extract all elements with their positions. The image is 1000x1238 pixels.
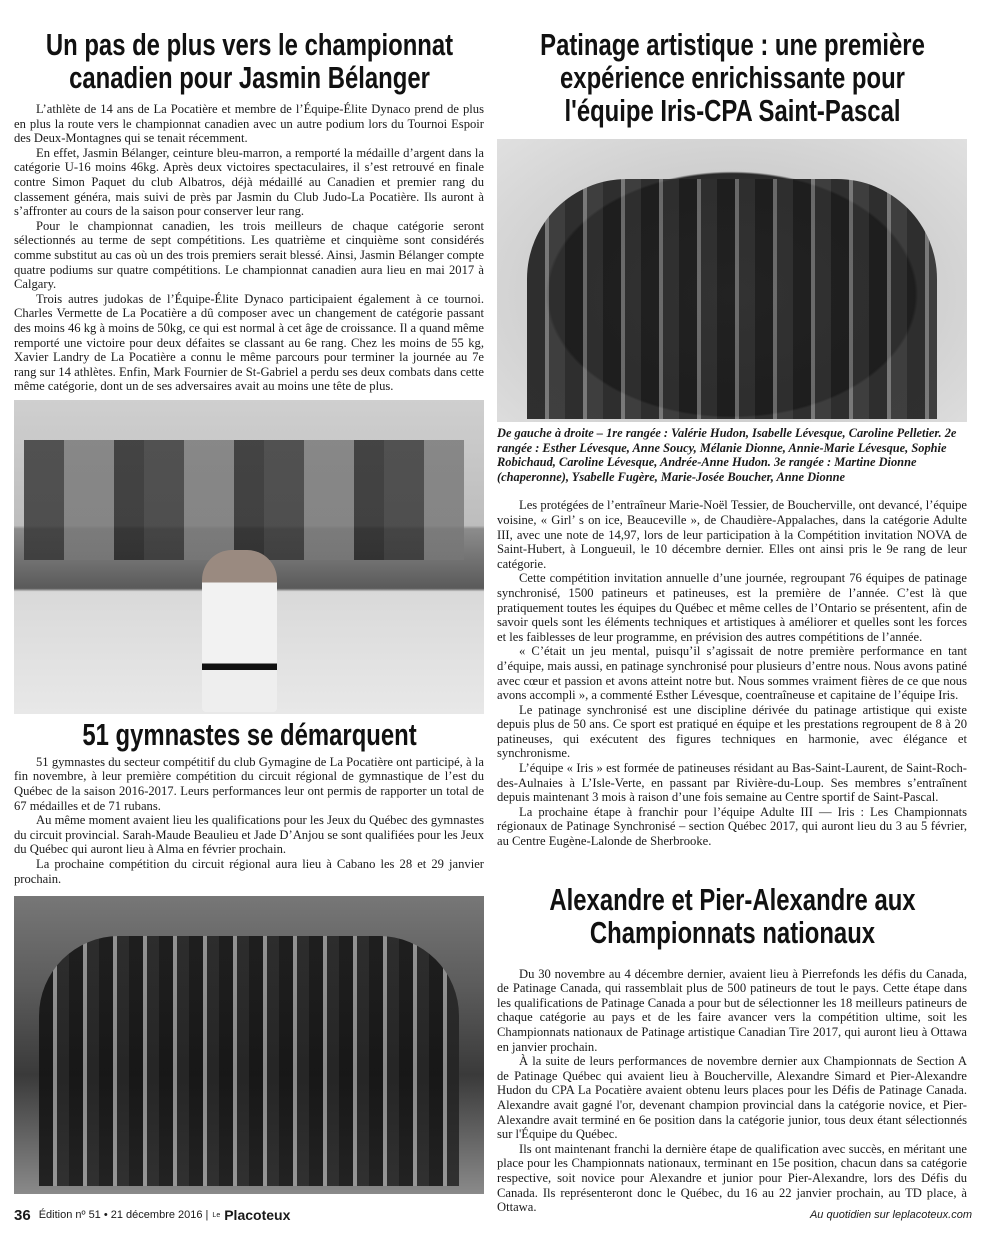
paragraph: Les protégées de l’entraîneur Marie-Noël Tessier, de Boucherville, ont devancé, l’équipe voisine, « Girl’ s on ice, Beauceville », de Chaudière-Appalaches, dans la catégorie Adulte III, avec une note de 14,97, lors de leur participation à la Compétition invitation NOVA de Saint-Hubert, à Longueuil, le 10 décembre dernier. Elles ont ainsi pris le 9e rang de leur catégorie. [497, 498, 967, 571]
brand-prefix: Le [212, 1211, 221, 1219]
team-iris-photo [497, 139, 967, 422]
right-column [497, 28, 967, 1215]
page-number: 36 [14, 1206, 31, 1224]
site-link[interactable]: Au quotidien sur leplacoteux.com [809, 1209, 972, 1221]
headline-line: expérience enrichissante pour [559, 60, 905, 95]
paragraph: En effet, Jasmin Bélanger, ceinture bleu-marron, a remporté la médaille d’argent dans la catégorie U-16 moins 46kg. Après deux victoires spectaculaires, il s’est retrouvé en finale contre Simon Paquet du club Albatros, déjà médaillé au Canadien et premier rang du classement généra, mais suivi de près par Jasmin du Club Judo-La Pocatière. Ils auront à s’affronter au cours de la saison pour conserver leur rang. [14, 145, 484, 219]
patinage-article-body [497, 498, 967, 848]
headline-line: Alexandre et Pier-Alexandre aux [548, 881, 916, 917]
gymnasts-group [39, 936, 459, 1186]
paragraph: Le patinage synchronisé est une discipline dérivée du patinage artistique qui existe depuis plus de 50 ans. Ce sport est pratiqué en équipe et les prestations regroupent de 8 à 20 patineuses, qui exécutent des figures techniques en harmonie, avec élégance et synchronisme. [497, 702, 967, 761]
skaters-group [527, 179, 937, 419]
photo-caption: De gauche à droite – 1re rangée : Valérie Hudon, Isabelle Lévesque, Caroline Pelletier. 2e rangée : Esther Lévesque, Anne Soucy, Mélanie Dionne, Annie-Marie Lévesque, Sophie Robichaud, Caroline Lévesque, Andrée-Anne Hudon. 3e rangée : Martine Dionne (chaperonne), Ysabelle Fugère, Marie-Josée Boucher, Anne Dionne [497, 426, 957, 484]
gym-article-body [14, 755, 484, 886]
patinage-headline [497, 28, 967, 127]
gymnasts-photo [14, 896, 484, 1194]
paragraph: Pour le championnat canadien, les trois meilleurs de chaque catégorie seront sélectionnés au terme de sept compétitions. Les quatrième et cinquième sont considérés comme substitut au cas où un des trois premiers serait blessé. Ainsi, Jasmin Bélanger compte quatre podiums sur quatre compétitions. Le championnat canadien aura lieu en mai 2017 à Calgary. [14, 218, 484, 292]
paragraph: À la suite de leurs performances de novembre dernier aux Championnats de Section A de Patinage Québec qui avaient lieu à Boucherville, Alexandre Simard et Pier-Alexandre Hudon du CPA La Pocatière avaient obtenu leurs places pour les Défis de Patinage Canada. Alexandre avait gagné l'or, devenant champion provincial dans la catégorie novice, et Pier-Alexandre avait terminé en 6e position dans la catégorie junior, tous deux étant sélectionnés sur l'Équipe du Québec. [497, 1054, 967, 1142]
edition-info: Édition nº 51 • 21 décembre 2016 | [38, 1209, 209, 1221]
paragraph: La prochaine étape à franchir pour l’équipe Adulte III — Iris : Les Championnats régionaux de Patinage Synchronisé – section Québec 2017, qui auront lieu du 3 au 5 février, au Centre Eugène-Lalonde de Sherbrooke. [497, 804, 967, 849]
paragraph: 51 gymnastes du secteur compétitif du club Gymagine de La Pocatière ont participé, à la fin novembre, à leur première compétition du circuit régional de gymnastique de l’est du Québec de la saison 2016-2017. Leurs performances leur ont permis de rapporter un total de 67 médailles et de 71 rubans. [14, 754, 484, 813]
judo-article-body [14, 102, 484, 394]
headline-line: Patinage artistique : une première [539, 27, 925, 62]
left-column [14, 28, 484, 1194]
gym-headline: 51 gymnastes se démarquent [81, 716, 417, 752]
alexandre-headline [497, 883, 967, 949]
mural-graphic [24, 440, 464, 560]
brand-logo: Placoteux [224, 1207, 291, 1223]
headline-line: Championnats nationaux [589, 914, 875, 950]
page-footer [14, 1206, 972, 1224]
headline-line: canadien pour Jasmin Bélanger [68, 60, 430, 95]
paragraph: Du 30 novembre au 4 décembre dernier, avaient lieu à Pierrefonds les défis du Canada, de Patinage Canada, qui rassemblait plus de 500 patineurs de tout le pays. Cette étape dans les qualifications de Patinage Canada a pour but de sélectionner les 18 meilleurs patineurs de chaque catégorie au pays et de les faire avancer vers la compétition ultime, soit les Championnats nationaux de Patinage artistique Canadian Tire 2017, qui auront lieu à Ottawa en janvier prochain. [497, 966, 967, 1054]
paragraph: Cette compétition invitation annuelle d’une journée, regroupant 76 équipes de patinage synchronisé, 1500 patineurs et patineuses, est la première de l’année. C’est là que pratiquement toutes les équipes du Québec et même celles de l’Ontario se présentent, afin de savoir quels sont les éléments techniques et artistiques à améliorer et quelles sont les forces et les faiblesses de leur programme, en prévision des autres compétitions de l’année. [497, 571, 967, 644]
paragraph: La prochaine compétition du circuit régional aura lieu à Cabano les 28 et 29 janvier prochain. [14, 857, 484, 886]
paragraph: « C’était un jeu mental, puisqu’il s’agissait de notre première performance en tant d’équipe, mais aussi, en patinage synchronisé pour plusieurs d’entre nous. Nous avons patiné avec cœur et passion et avons atteint notre but. Nous sommes vraiment fières de ce que nous avons accompli », a commenté Esther Lévesque, coentraîneuse et capitaine de l’équipe Iris. [497, 644, 967, 703]
headline-line: Un pas de plus vers le championnat [45, 27, 453, 62]
judo-headline [14, 28, 484, 94]
paragraph: L’équipe « Iris » est formée de patineuses résidant au Bas-Saint-Laurent, de Saint-Roch-des-Aulnaies à L’Isle-Verte, en passant par Rivière-du-Loup. Ses membres s’entraînent depuis maintenant 3 mois à raison d’une fois semaine au Centre sportif de Saint-Pascal. [497, 761, 967, 805]
paragraph: L’athlète de 14 ans de La Pocatière et membre de l’Équipe-Élite Dynaco prend de plus en plus la route vers le championnat canadien avec un autre podium lors du Tournoi Espoir des Deux-Montagnes qui se tenait récemment. [14, 102, 484, 146]
judo-photo [14, 400, 484, 714]
paragraph: Au même moment avaient lieu les qualifications pour les Jeux du Québec des gymnastes du circuit provincial. Sarah-Maude Beaulieu et Jade D’Anjou se sont qualifiées pour les Jeux du Québec qui auront lieu à Alma en février prochain. [14, 813, 484, 857]
paragraph: Trois autres judokas de l’Équipe-Élite Dynaco participaient également à ce tournoi. Charles Vermette de La Pocatière a dû composer avec un changement de catégorie passant des moins 46 kg à moins de 50kg, ce qui est normal à cet âge de croissance. Il a quand même remporté une victoire pour deux défaites se classant au 6e rang. Chez les moins de 55 kg, Xavier Landry de La Pocatière a connu le même parcours pour terminer la journée au 7e rang sur 14 athlètes. Enfin, Mark Fournier de St-Gabriel a perdu ses deux combats dans cette même catégorie, dont un de ses adversaires avait au moins une tête de plus. [14, 291, 484, 394]
judoka-figure [202, 550, 277, 712]
alexandre-article-body [497, 967, 967, 1215]
headline-line: l'équipe Iris-CPA Saint-Pascal [564, 93, 900, 128]
paragraph: Ils ont maintenant franchi la dernière étape de qualification avec succès, en méritant une place pour les Championnats nationaux, terminant en 15e position, chacun dans sa catégorie respective, soit novice pour Alexandre et junior pour Pier-Alexandre, lors des Défis du Canada. Ils représenteront donc le Québec, du 16 au 22 janvier prochain, au TD place, à Ottawa. [497, 1141, 967, 1215]
